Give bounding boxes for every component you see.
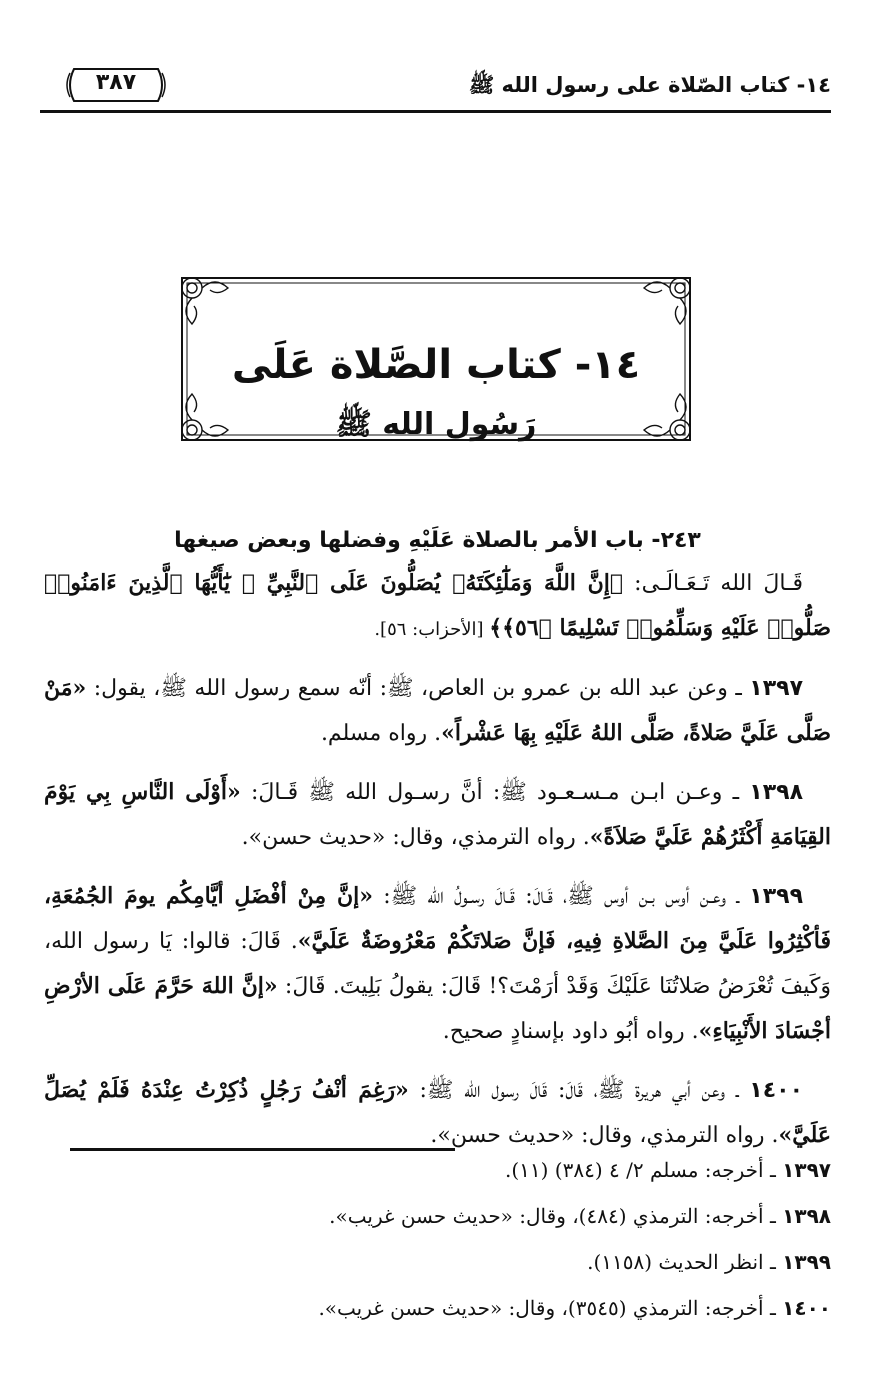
chapter-title: ١٤- كتاب الصَّلاة عَلَى (231, 342, 641, 388)
verse-reference: [الأحزاب: ٥٦]. (374, 619, 490, 640)
hadith-chain: ـ وعن أبي هريرة ﷺ، قَالَ: قَالَ رسول الله ﷺ: (408, 1078, 750, 1103)
footnotes (48, 1158, 831, 1342)
hadith-chain: ـ وعن عبد الله بن عمرو بن العاص، ﷺ: أنّه سمع رسول الله ﷺ، يقول: (86, 676, 750, 701)
footnote-item (48, 1250, 831, 1274)
footnote-number: ١٤٠٠ (782, 1296, 831, 1320)
hadith-paragraph (44, 1068, 831, 1158)
hadith-number: ١٣٩٧ (749, 676, 803, 701)
verse-text: ﴿إِنَّ اللَّهَ وَمَلَٰٓئِكَتَهُۥ يُصَلُّونَ عَلَى ٱلنَّبِيِّ ۚ يَٰٓأَيُّهَا ٱلَّذِينَ ءَامَنُوا۟ صَلُّوا۟ عَلَيْهِ وَسَلِّمُوا۟ تَسْلِيمًا ﴿٥٦﴾﴾ (44, 570, 831, 641)
hadith-continuation: . قَالَ: قالوا: يَا رسول الله، وَكَيفَ تُعْرَضُ صَلاتُنَا عَلَيْكَ وَقَدْ أرَمْتَ؟! قَالَ: يقولُ بَلِيتَ. قَالَ: (44, 929, 831, 999)
header-title: ١٤- كتاب الصّلاة على رسول الله ﷺ (468, 73, 831, 97)
hadith-paragraph (44, 666, 831, 756)
hadith-source: . رواه أبُو داود بإسنادٍ صحيح. (442, 1019, 699, 1044)
footnote-item (48, 1158, 831, 1182)
hadith-text: «إنَّ مِنْ أفْضَلِ أيَّامِكُم يومَ الجُمُعَةِ، فَأكْثِرُوا عَلَيَّ مِنَ الصَّلاةِ فِيهِ، فَإنَّ صَلاتَكُمْ مَعْرُوضَةٌ عَلَيَّ» (44, 883, 831, 954)
verse-intro: قَـالَ الله تَـعَـالَـى: (623, 571, 804, 596)
quran-verse-paragraph (44, 561, 831, 652)
hadith-text: «رَغِمَ أنْفُ رَجُلٍ ذُكِرْتُ عِنْدَهُ فَلَمْ يُصَلِّ عَلَيَّ» (44, 1077, 831, 1148)
hadith-paragraph (44, 770, 831, 860)
running-header (40, 66, 831, 106)
footnote-item (48, 1296, 831, 1320)
footnote-number: ١٣٩٩ (782, 1250, 831, 1274)
footnote-item (48, 1204, 831, 1228)
section-title: ٢٤٣- باب الأمر بالصلاة عَلَيْهِ وفضلها وبعض صيغها (174, 528, 701, 553)
footnote-text: ـ أخرجه: مسلم ٢/ ٤ (٣٨٤) (١١). (504, 1158, 783, 1182)
hadith-source: . رواه الترمذي، وقال: «حديث حسن». (241, 825, 590, 850)
hadith-number: ١٣٩٩ (749, 884, 803, 909)
hadith-text: «أَوْلَى النَّاسِ بِي يَوْمَ القِيَامَةِ أَكْثَرُهُمْ عَلَيَّ صَلاَةً» (44, 779, 831, 850)
hadith-number: ١٣٩٨ (749, 780, 803, 805)
footnote-number: ١٣٩٨ (782, 1204, 831, 1228)
hadith-text-2: «إنَّ اللهَ حَرَّمَ عَلَى الأرْضِ أجْسَادَ الأَنْبِيَاءِ» (44, 973, 831, 1044)
header-rule (40, 110, 831, 113)
hadith-chain: ـ وعـن ابـن مـسـعـود ﷺ: أنَّ رسـول الله ﷺ قَـالَ: (240, 780, 750, 805)
hadith-number: ١٤٠٠ (749, 1078, 803, 1103)
chapter-subtitle: رَسُول الله ﷺ (335, 407, 537, 442)
footnote-text: ـ أخرجه: الترمذي (٣٥٤٥)، وقال: «حديث حسن غريب». (318, 1296, 783, 1320)
hadith-source: . رواه الترمذي، وقال: «حديث حسن». (430, 1123, 779, 1148)
chapter-frame (170, 266, 702, 452)
footnote-rule (70, 1148, 455, 1151)
footnote-text: ـ انظر الحديث (١١٥٨). (587, 1250, 783, 1274)
page-number: ٣٨٧ (95, 70, 137, 95)
main-text (44, 528, 831, 1172)
hadith-source: . رواه مسلم. (320, 721, 442, 746)
hadith-text: «مَنْ صَلَّى عَلَيَّ صَلاةً، صَلَّى اللهُ عَلَيْهِ بِهَا عَشْراً» (44, 675, 831, 746)
footnote-text: ـ أخرجه: الترمذي (٤٨٤)، وقال: «حديث حسن غريب». (329, 1204, 783, 1228)
hadith-paragraph (44, 874, 831, 1054)
hadith-chain: ـ وعـن أوس بـن أوس ﷺ، قَـالَ: قَـالَ رسـولُ الله ﷺ: (373, 884, 750, 909)
page-number-box (62, 66, 170, 104)
footnote-number: ١٣٩٧ (782, 1158, 831, 1182)
